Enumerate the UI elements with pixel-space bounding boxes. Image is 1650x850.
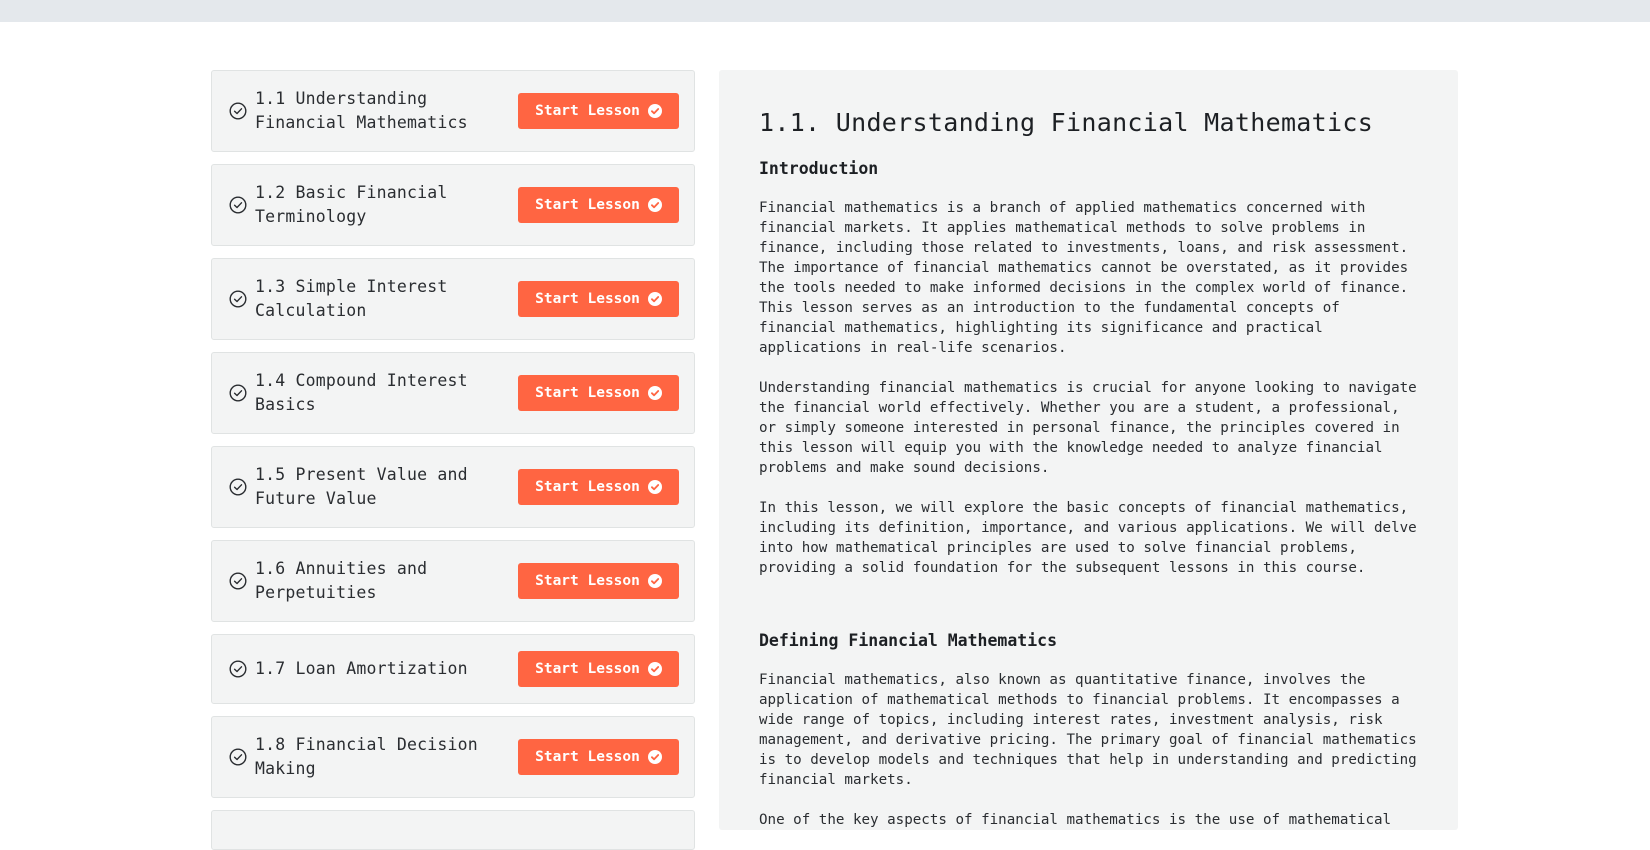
- start-lesson-label: Start Lesson: [535, 749, 640, 765]
- check-circle-filled-icon: [648, 386, 662, 400]
- start-lesson-label: Start Lesson: [535, 385, 640, 401]
- lesson-title: 1.7 Loan Amortization: [255, 659, 468, 678]
- lesson-item-5: [211, 446, 695, 528]
- start-lesson-button[interactable]: [518, 187, 679, 223]
- lesson-item-3: [211, 258, 695, 340]
- start-lesson-label: Start Lesson: [535, 573, 640, 589]
- lesson-content-panel: [719, 70, 1458, 830]
- lesson-title: 1.8 Financial Decision Making: [255, 735, 478, 778]
- check-circle-icon: [229, 478, 247, 496]
- check-circle-filled-icon: [648, 574, 662, 588]
- section-heading: Defining Financial Mathematics: [759, 631, 1058, 650]
- check-circle-icon: [229, 572, 247, 590]
- paragraph: Financial mathematics, also known as quantitative finance, involves the application of mathematical methods to financial problems. It encompasses a wide range of topics, including interest rates, investment analysis, risk management, and derivative pricing. The primary goal of financial mathematics is to develop models and techniques that help in understanding and predicting financial markets.: [759, 672, 1417, 788]
- start-lesson-button[interactable]: [518, 93, 679, 129]
- paragraph: Financial mathematics is a branch of applied mathematics concerned with financial markets. It applies mathematical methods to solve problems in finance, including those related to investments, loans, and risk assessment. The importance of financial mathematics cannot be overstated, as it provides the tools needed to make informed decisions in the complex world of finance. This lesson serves as an introduction to the fundamental concepts of financial mathematics, highlighting its significance and practical applications in real-life scenarios.: [759, 200, 1409, 356]
- lesson-item-2: [211, 164, 695, 246]
- start-lesson-label: Start Lesson: [535, 197, 640, 213]
- paragraph: In this lesson, we will explore the basic concepts of financial mathematics, including its definition, importance, and various applications. We will delve into how mathematical principles are used to solve financial problems, providing a solid foundation for the subsequent lessons in this course.: [759, 500, 1417, 576]
- check-circle-icon: [229, 748, 247, 766]
- lesson-content: [759, 108, 1419, 830]
- check-circle-filled-icon: [648, 480, 662, 494]
- start-lesson-button[interactable]: [518, 563, 679, 599]
- check-circle-icon: [229, 196, 247, 214]
- lesson-title: 1.4 Compound Interest Basics: [255, 371, 468, 414]
- start-lesson-button[interactable]: [518, 739, 679, 775]
- start-lesson-button[interactable]: [518, 375, 679, 411]
- section-heading: Introduction: [759, 159, 879, 178]
- check-circle-filled-icon: [648, 104, 662, 118]
- lesson-title: 1.2 Basic Financial Terminology: [255, 183, 448, 226]
- top-bar: [0, 0, 1650, 22]
- check-circle-filled-icon: [648, 750, 662, 764]
- check-circle-filled-icon: [648, 292, 662, 306]
- check-circle-icon: [229, 102, 247, 120]
- lesson-item-1: [211, 70, 695, 152]
- start-lesson-button[interactable]: [518, 469, 679, 505]
- lesson-title: 1.3 Simple Interest Calculation: [255, 277, 448, 320]
- paragraph: One of the key aspects of financial mathematics is the use of mathematical: [759, 812, 1392, 828]
- check-circle-filled-icon: [648, 198, 662, 212]
- start-lesson-label: Start Lesson: [535, 103, 640, 119]
- start-lesson-button[interactable]: [518, 281, 679, 317]
- lesson-item-4: [211, 352, 695, 434]
- lesson-item-7: [211, 634, 695, 704]
- start-lesson-label: Start Lesson: [535, 661, 640, 677]
- start-lesson-button[interactable]: [518, 651, 679, 687]
- paragraph: Understanding financial mathematics is crucial for anyone looking to navigate the financial world effectively. Whether you are a student, a professional, or simply someone interested in personal finance, the principles covered in this lesson will equip you with the knowledge needed to analyze financial problems and make sound decisions.: [759, 380, 1417, 476]
- lesson-title: 1.6 Annuities and Perpetuities: [255, 559, 428, 602]
- start-lesson-label: Start Lesson: [535, 291, 640, 307]
- lesson-item-6: [211, 540, 695, 622]
- check-circle-icon: [229, 290, 247, 308]
- lesson-item-8: [211, 716, 695, 798]
- lesson-title: 1.1 Understanding Financial Mathematics: [255, 89, 468, 132]
- check-circle-icon: [229, 660, 247, 678]
- check-circle-icon: [229, 384, 247, 402]
- check-circle-filled-icon: [648, 662, 662, 676]
- lesson-title: 1.5 Present Value and Future Value: [255, 465, 468, 508]
- lesson-item-partial: [211, 810, 695, 850]
- start-lesson-label: Start Lesson: [535, 479, 640, 495]
- lesson-content-title: 1.1. Understanding Financial Mathematics: [759, 108, 1374, 137]
